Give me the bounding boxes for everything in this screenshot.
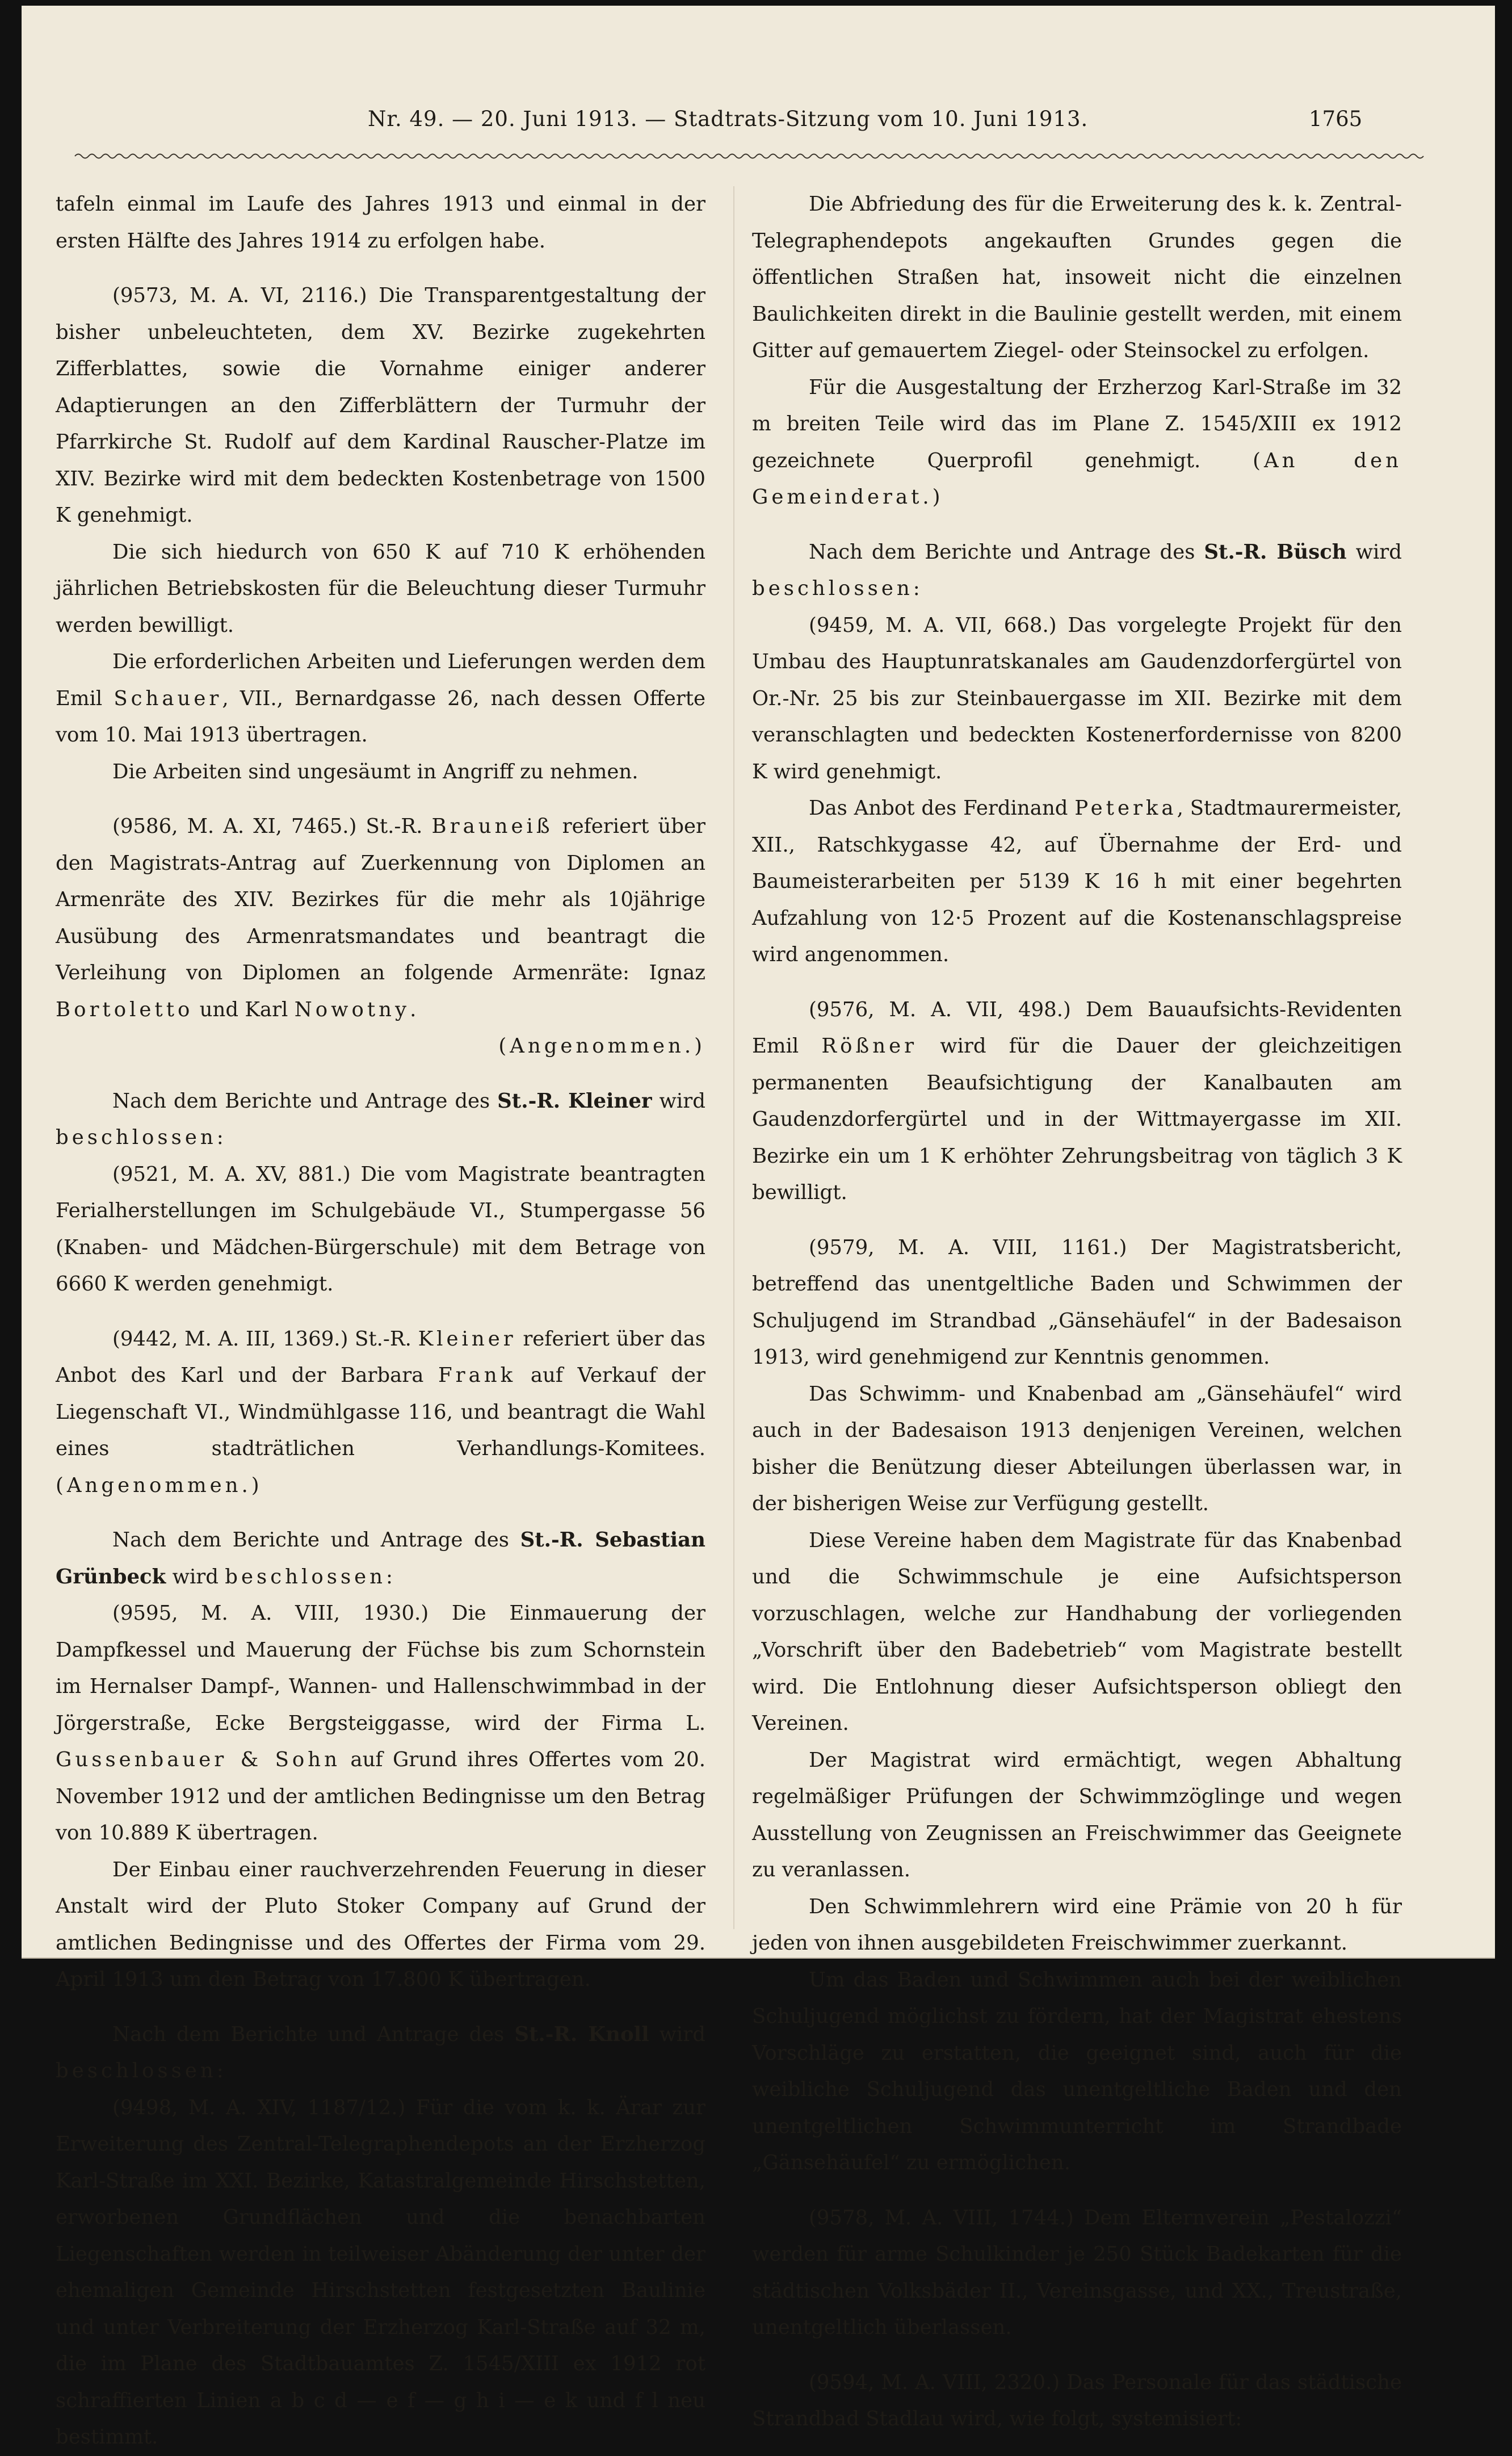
text-run: wird [1355, 540, 1402, 564]
page-bottom-edge [22, 1958, 1495, 1959]
text-run: auf Verkauf der Liegenschaft VI., Windmühlgasse 116, und beantragt die Wahl eines stadträtlichen Verhandlungs-Komitees. [56, 1364, 705, 1460]
text-run: , VII., Bernardgasse 26, nach dessen Offerte vom 10. Mai 1913 übertragen. [56, 686, 705, 747]
text-run: (9595, M. A. VIII, 1930.) Die Einmauerung der Dampfkessel und Mauerung der Füchse bis zum Schornstein im Hernalser Dampf-, Wannen- und Hallenschwimmbad in der Jörgerstraße, Ecke Bergsteiggasse, wird der Firma L. [56, 1602, 705, 1735]
text-run: Für die Ausgestaltung der Erzherzog Karl-Straße im 32 m breiten Teile wird das im Plane Z. 1545/XIII ex 1912 gezeichnete Querprofil genehmigt. [752, 375, 1402, 472]
person-name: Frank [438, 1364, 516, 1387]
person-name: Schauer [114, 686, 222, 710]
text-run: und Karl [199, 998, 288, 1021]
text-run: . [410, 998, 417, 1021]
paragraph: Um das Baden und Schwimmen auch bei der weiblichen Schuljugend möglichst zu fördern, hat der Magistrat ehestens Vorschläge zu erstatten, die geeignet sind, auch für die weibliche Schuljugend das unentgeltliche Baden und den unentgeltlichen Schwimmunterricht im Strandbade „Gänsehäufel“ zu ermöglichen. [752, 1968, 1402, 2174]
councillor-name: St.-R. Knoll [514, 2022, 649, 2046]
councillor-name: St.-R. Büsch [1204, 540, 1347, 564]
paragraph [752, 790, 1402, 974]
text-run: beschlossen: [752, 577, 923, 600]
paragraph [752, 992, 1402, 1212]
paragraph [752, 534, 1402, 607]
company-name: Gussenbauer & Sohn [56, 1748, 341, 1771]
paragraph [56, 808, 705, 1028]
paragraph: tafeln einmal im Laufe des Jahres 1913 und einmal in der ersten Hälfte des Jahres 1914 zu erfolgen habe. [56, 192, 705, 253]
paragraph: Der Magistrat wird ermächtigt, wegen Abhaltung regelmäßiger Prüfungen der Schwimmzöglinge und wegen Ausstellung von Zeugnissen an Freischwimmer das Geeignete zu veranlassen. [752, 1748, 1402, 1881]
paragraph [56, 644, 705, 754]
text-run: Nach dem Berichte und Antrage des [112, 1089, 490, 1113]
paragraph: (9459, M. A. VII, 668.) Das vorgelegte Projekt für den Umbau des Hauptunratskanales am Gaudenzdorfergürtel von Or.-Nr. 25 bis zur Steinbauergasse im XII. Bezirke mit dem veranschlagten und bedeckten Kostenerfordernisse von 8200 K wird genehmigt. [752, 613, 1402, 783]
newspaper-page [22, 6, 1495, 2449]
person-name: Bortoletto [56, 998, 194, 1021]
text-run: wird für die Dauer der gleichzeitigen permanenten Beaufsichtigung der Kanalbauten am Gaudenzdorfergürtel und in der Wittmayergasse im XII. Bezirke ein um 1 K erhöhter Zehrungsbeitrag von täglich 3 K bewilligt. [752, 1034, 1402, 1204]
person-name: Peterka [1074, 797, 1177, 820]
column-divider [733, 186, 734, 1929]
wavy-rule [75, 152, 1426, 160]
status-note: (An den Gemeinderat.) [752, 449, 1402, 509]
paragraph: Diese Vereine haben dem Magistrate für das Knabenbad und die Schwimmschule je eine Aufsichtsperson vorzuschlagen, welche zur Handhabung der vorliegenden „Vorschrift über den Badebetrieb“ vom Magistrate bestellt wird. Die Entlohnung dieser Aufsichtsperson obliegt den Vereinen. [752, 1528, 1402, 1735]
paragraph [56, 1595, 705, 1852]
paragraph: Die Arbeiten sind ungesäumt in Angriff zu nehmen. [112, 760, 639, 783]
text-run: wird [172, 1565, 219, 1589]
text-run: wird [659, 1089, 705, 1113]
councillor-name: St.-R. Sebastian Grünbeck [56, 1528, 705, 1589]
councillor-name: St.-R. Kleiner [497, 1089, 652, 1113]
text-run: (9576, M. A. VII, 498.) Dem Bauaufsichts-Revidenten Emil [752, 998, 1402, 1058]
text-run: referiert über den Magistrats-Antrag auf Zuerkennung von Diplomen an Armenräte des XIV. Bezirkes für die mehr als 10jährige Ausübung des Armenratsmandates und beantragt die Verleihung von Diplomen an folgende Armenräte: Ignaz [56, 815, 705, 984]
text-run: beschlossen: [56, 1126, 227, 1149]
status-note: (Angenommen.) [498, 1034, 705, 1058]
text-run: , Stadtmaurermeister, XII., Ratschkygasse 42, auf Übernahme der Erd- und Baumeisterarbeiten per 5139 K 16 h mit einer begehrten Aufzahlung von 12·5 Prozent auf die Kostenanschlagspreise wird angenommen. [752, 797, 1402, 966]
text-run: beschlossen: [56, 2059, 227, 2082]
left-column [56, 186, 705, 2456]
paragraph: Die Abfriedung des für die Erweiterung des k. k. Zentral-Telegraphendepots angekauften Grundes gegen die öffentlichen Straßen hat, insoweit nicht die einzelnen Baulichkeiten direkt in die Baulinie gestellt werden, mit einem Gitter auf gemauertem Ziegel- oder Steinsockel zu erfolgen. [752, 192, 1402, 362]
status-note: (Angenommen.) [56, 1473, 263, 1497]
paragraph [752, 370, 1402, 516]
paragraph: (9594, M. A. VIII, 2320.) Das Personale für das städtische Strandbad Stadlau wird, wie folgt, systemisiert: [752, 2370, 1402, 2430]
paragraph: (9579, M. A. VIII, 1161.) Der Magistratsbericht, betreffend das unentgeltliche Baden und Schwimmen der Schuljugend im Strandbad „Gänsehäufel“ in der Badesaison 1913, wird genehmigend zur Kenntnis genommen. [752, 1235, 1402, 1369]
paragraph [56, 2017, 705, 2090]
header-title: Nr. 49. — 20. Juni 1913. — Stadtrats-Sitzung vom 10. Juni 1913. [368, 107, 1089, 131]
paragraph: (9498, M. A. XIV, 1187/12.) Für die vom k. k. Ärar zur Erweiterung des Zentral-Telegraphendepots an der Erzherzog Karl-Straße im XXI. Bezirke, Katastralgemeinde Hirschstetten, erworbenen Grundflächen und die benachbarten Liegenschaften werden in teilweiser Abänderung der unter der ehemaligen Gemeinde Hirschstetten festgesetzten Baulinie und unter Verbreiterung der Erzherzog Karl-Straße auf 32 m, die im Plane des Stadtbauamtes Z. 1545/XIII ex 1912 rot schraffierten Linien a b c d — e f — g h i — e k und f l neu bestimmt. [56, 2095, 705, 2449]
text-run: beschlossen: [225, 1565, 396, 1589]
person-name: Rößner [821, 1034, 918, 1058]
text-run: wird [659, 2022, 705, 2046]
text-run: auf Grund ihres Offertes vom 20. November 1912 und der amtlichen Bedingnisse um den Betrag von 10.889 K übertragen. [56, 1748, 705, 1845]
right-column [752, 186, 1402, 2438]
text-run: Die erforderlichen Arbeiten und Lieferungen werden dem Emil [56, 650, 705, 710]
person-name: Kleiner [418, 1327, 516, 1351]
paragraph: Das Schwimm- und Knabenbad am „Gänsehäufel“ wird auch in der Badesaison 1913 denjenigen Vereinen, welchen bisher die Benützung dieser Abteilungen überlassen war, in der bisherigen Weise zur Verfügung gestellt. [752, 1382, 1402, 1515]
text-run: Nach dem Berichte und Antrage des [112, 1528, 509, 1552]
paragraph [56, 1083, 705, 1156]
paragraph: (9578, M. A. VIII, 1744.) Dem Elternverein „Pestalozzi“ werden für arme Schulkinder je 250 Stück Badekarten für die städtischen Volksbäder II., Vereinsgasse, und XX., Treustraße, unentgeltlich überlassen. [752, 2206, 1402, 2339]
paragraph: Die sich hiedurch von 650 K auf 710 K erhöhenden jährlichen Betriebskosten für die Beleuchtung dieser Turmuhr werden bewilligt. [56, 540, 705, 637]
text-run: Das Anbot des Ferdinand [809, 797, 1068, 820]
paragraph: (9521, M. A. XV, 881.) Die vom Magistrate beantragten Ferialherstellungen im Schulgebäude VI., Stumpergasse 56 (Knaben- und Mädchen-Bürgerschule) mit dem Betrage von 6660 K werden genehmigt. [56, 1162, 705, 1296]
text-run: Nach dem Berichte und Antrage des [809, 540, 1195, 564]
text-run: (9442, M. A. III, 1369.) St.-R. [112, 1327, 411, 1351]
person-name: Brauneiß [431, 815, 553, 838]
paragraph: Der Einbau einer rauchverzehrenden Feuerung in dieser Anstalt wird der Pluto Stoker Company auf Grund der amtlichen Bedingnisse und des Offertes der Firma vom 29. April 1913 um den Betrag von 17.800 K übertragen. [56, 1858, 705, 1991]
paragraph: Den Schwimmlehrern wird eine Prämie von 20 h für jeden von ihnen ausgebildeten Freischwimmer zuerkannt. [752, 1895, 1402, 1955]
text-run: Nach dem Berichte und Antrage des [112, 2022, 505, 2046]
page-number: 1765 [1309, 107, 1363, 131]
paragraph [56, 1321, 705, 1504]
paragraph: (9573, M. A. VI, 2116.) Die Transparentgestaltung der bisher unbeleuchteten, dem XV. Bezirke zugekehrten Zifferblattes, sowie die Vornahme einiger anderer Adaptierungen an den Zifferblättern der Turmuhr der Pfarrkirche St. Rudolf auf dem Kardinal Rauscher-Platze im XIV. Bezirke wird mit dem bedeckten Kostenbetrage von 1500 K genehmigt. [56, 284, 705, 527]
paragraph [56, 1522, 705, 1595]
text-run: (9586, M. A. XI, 7465.) St.-R. [112, 815, 423, 838]
page-header [22, 107, 1495, 141]
text-run: referiert über das Anbot des Karl und der Barbara [56, 1327, 705, 1387]
person-name: Nowotny [294, 998, 410, 1021]
